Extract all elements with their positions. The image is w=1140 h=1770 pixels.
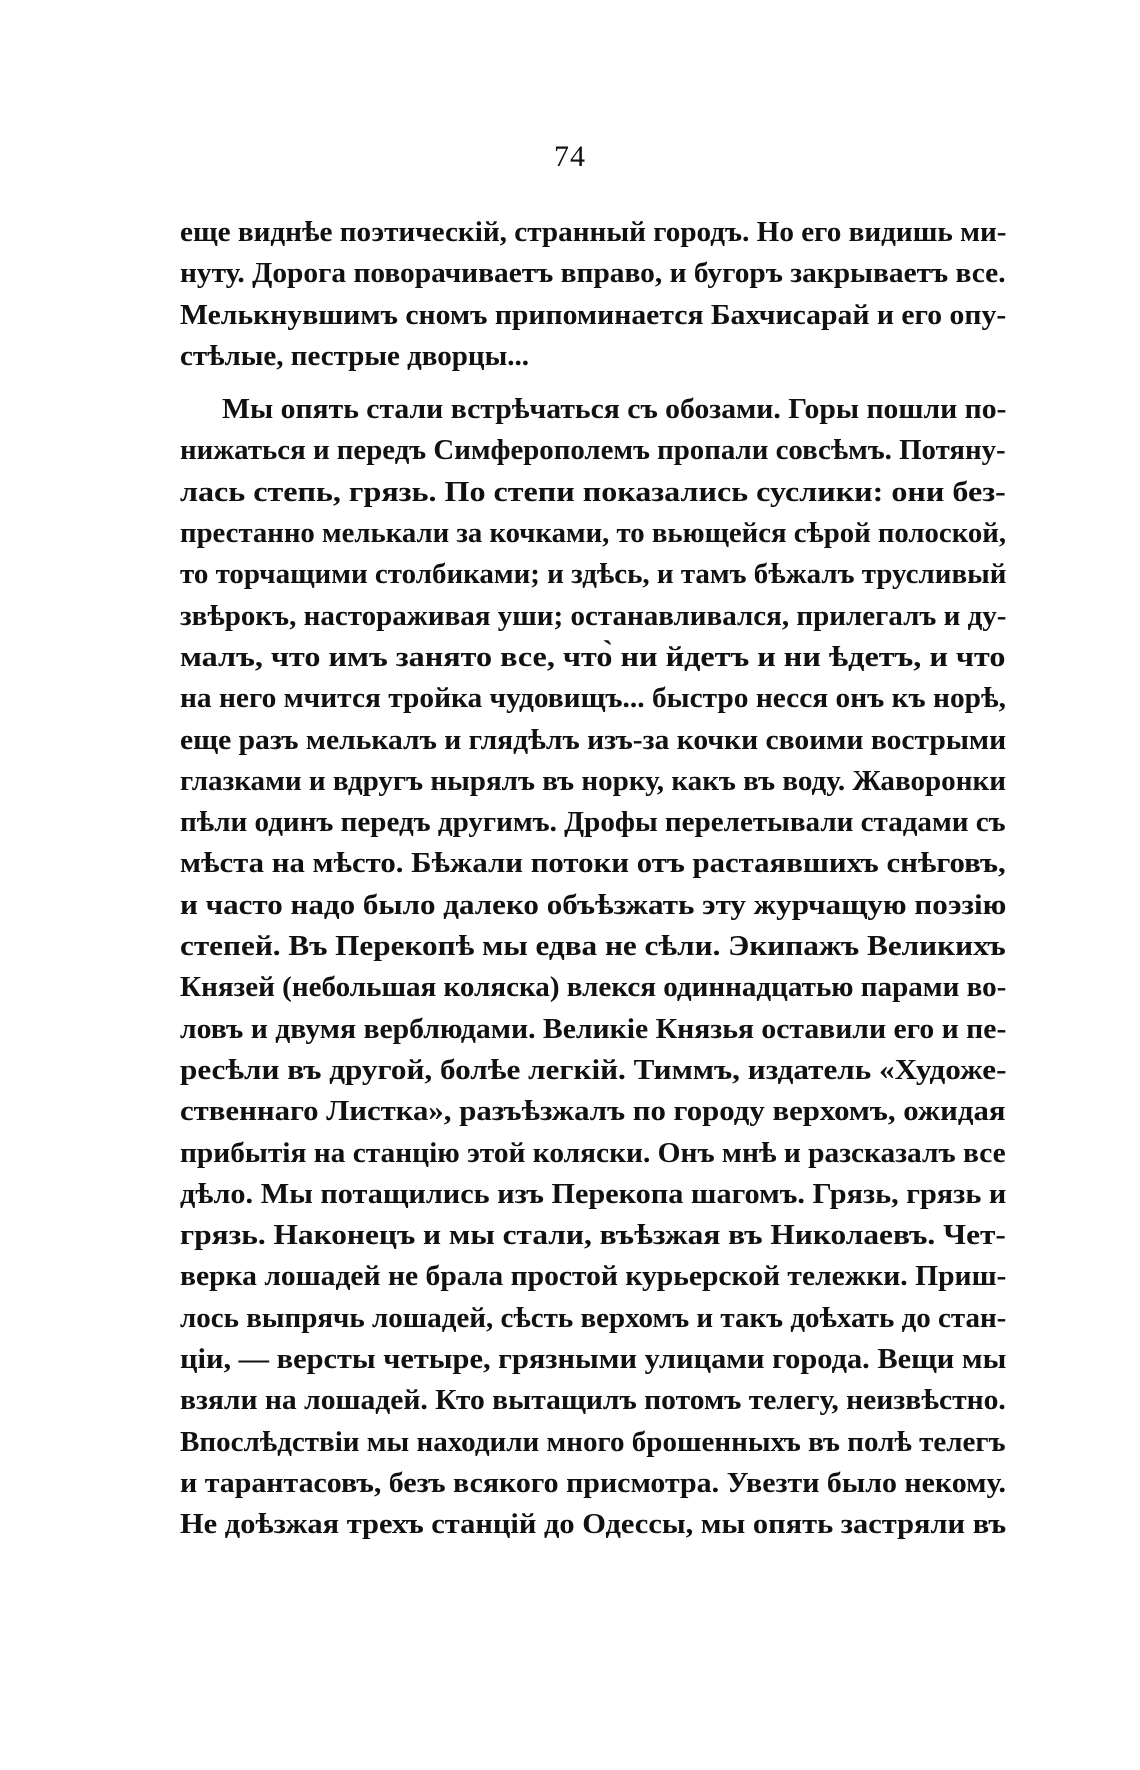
text-line: мѣста на мѣсто. Бѣжали потоки отъ растаявшихъ снѣговъ, [180, 847, 1006, 880]
text-line: нижаться и передъ Симферополемъ пропали совсѣмъ. Потяну- [180, 434, 1006, 467]
text-line: ловъ и двумя верблюдами. Великіе Князья оставили его и пе- [180, 1012, 1007, 1045]
text-line: звѣрокъ, настораживая уши; останавливался, прилегалъ и ду- [180, 599, 1007, 632]
text-line: верка лошадей не брала простой курьерской тележки. Приш- [180, 1260, 1007, 1293]
text-line: ціи, — версты четыре, грязными улицами города. Вещи мы [180, 1343, 1007, 1376]
text-line: дѣло. Мы потащились изъ Перекопа шагомъ. Грязь, грязь и [180, 1177, 1007, 1210]
paragraph-gap [180, 377, 1006, 389]
text-line: лось выпрячь лошадей, сѣсть верхомъ и такъ доѣхать до стан- [180, 1301, 1007, 1334]
text-line: грязь. Наконецъ и мы стали, въѣзжая въ Николаевъ. Чет- [180, 1219, 1006, 1252]
text-line: лась степь, грязь. По степи показались суслики: они без- [180, 475, 1006, 508]
text-line: на него мчится тройка чудовищъ... быстро несся онъ къ норѣ, [180, 682, 1007, 715]
text-line: малъ, что имъ занято все, что̀ ни йдетъ и ни ѣдетъ, и что [180, 640, 1006, 673]
text-line: еще виднѣе поэтическій, странный городъ. Но его видишь ми- [180, 216, 1007, 248]
text-line-last: стѣлые, пестрые дворцы... [180, 339, 529, 372]
body-text [180, 212, 1006, 1546]
text-line: и тарантасовъ, безъ всякого присмотра. Увезти было некому. [180, 1466, 1006, 1499]
text-line: Мелькнувшимъ сномъ припоминается Бахчисарай и его опу- [180, 298, 1007, 331]
text-line: взяли на лошадей. Кто вытащилъ потомъ телегу, неизвѣстно. [180, 1384, 1006, 1417]
text-line-indented: Мы опять стали встрѣчаться съ обозами. Горы пошли по- [222, 393, 1007, 426]
text-line: ресѣли въ другой, болѣе легкій. Тиммъ, издатель «Художе- [180, 1053, 1007, 1086]
page-number: 74 [554, 140, 586, 173]
text-line: Впослѣдствіи мы находили много брошенныхъ въ полѣ телегъ [180, 1425, 1006, 1458]
text-line: Князей (небольшая коляска) влекся одиннадцатью парами во- [180, 971, 1007, 1004]
text-line: пѣли одинъ передъ другимъ. Дрофы перелетывали стадами съ [180, 806, 1006, 839]
text-line: глазками и вдругъ нырялъ въ норку, какъ въ воду. Жаворонки [180, 764, 1006, 797]
text-line: степей. Въ Перекопѣ мы едва не сѣли. Экипажъ Великихъ [180, 930, 1006, 963]
text-line: еще разъ мелькалъ и глядѣлъ изъ-за кочки своими вострыми [180, 723, 1007, 756]
text-line: прибытія на станцію этой коляски. Онъ мнѣ и разсказалъ все [180, 1136, 1006, 1169]
text-line: то торчащими столбиками; и здѣсь, и тамъ бѣжалъ трусливый [180, 558, 1007, 591]
text-line: ственнаго Листка», разъѣзжалъ по городу верхомъ, ожидая [180, 1095, 1006, 1128]
text-line: и часто надо было далеко объѣзжать эту журчащую поэзію [180, 888, 1007, 921]
text-line: престанно мелькали за кочками, то вьющейся сѣрой полоской, [180, 517, 1007, 550]
text-line: Не доѣзжая трехъ станцій до Одессы, мы опять застряли въ [180, 1508, 1007, 1541]
text-line: нуту. Дорога поворачиваетъ вправо, и бугоръ закрываетъ все. [180, 257, 1006, 290]
